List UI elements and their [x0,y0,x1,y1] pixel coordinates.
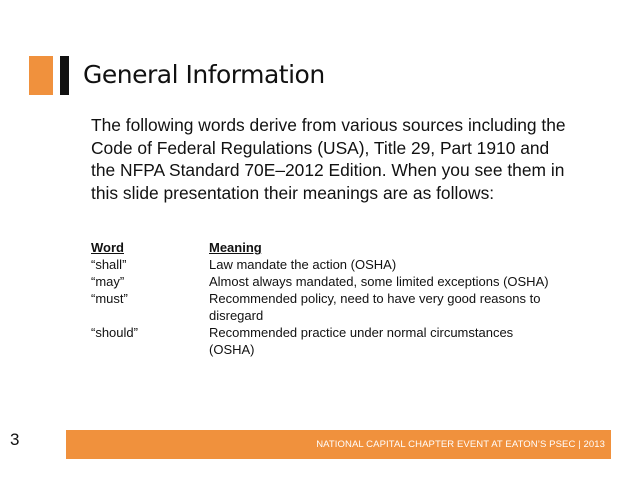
intro-paragraph: The following words derive from various sources including the Code of Federal Regulations (USA), Title 29, Part 1910 and the NFPA Standard 70E–2012 Edition. When you see them in this slide presentation their meanings are as follows: [91,115,566,203]
definition-meaning: Recommended policy, need to have very good reasons to disregard [209,291,541,323]
definition-meaning: Law mandate the action (OSHA) [209,257,397,272]
footer-text: NATIONAL CAPITAL CHAPTER EVENT AT EATON’S PSEC | 2013 [316,439,605,450]
title-black-bar [60,56,69,95]
definitions-header-row [91,239,561,256]
slide-title: General Information [83,60,325,89]
definitions-table [91,239,561,358]
definition-meaning: Recommended practice under normal circumstances (OSHA) [209,325,514,357]
definition-row-must [91,290,561,324]
definition-row-should [91,324,561,358]
definition-word: “may” [91,274,125,289]
definition-word: “must” [91,291,128,306]
definition-meaning: Almost always mandated, some limited exceptions (OSHA) [209,274,549,289]
definition-word: “shall” [91,257,127,272]
title-accent-bar [29,56,53,95]
footer-bar [66,430,611,459]
definition-row-may [91,273,561,290]
word-column-header: Word [91,240,124,255]
meaning-column-header: Meaning [209,240,262,255]
definition-word: “should” [91,325,138,340]
definition-row-shall [91,256,561,273]
page-number: 3 [10,430,20,449]
